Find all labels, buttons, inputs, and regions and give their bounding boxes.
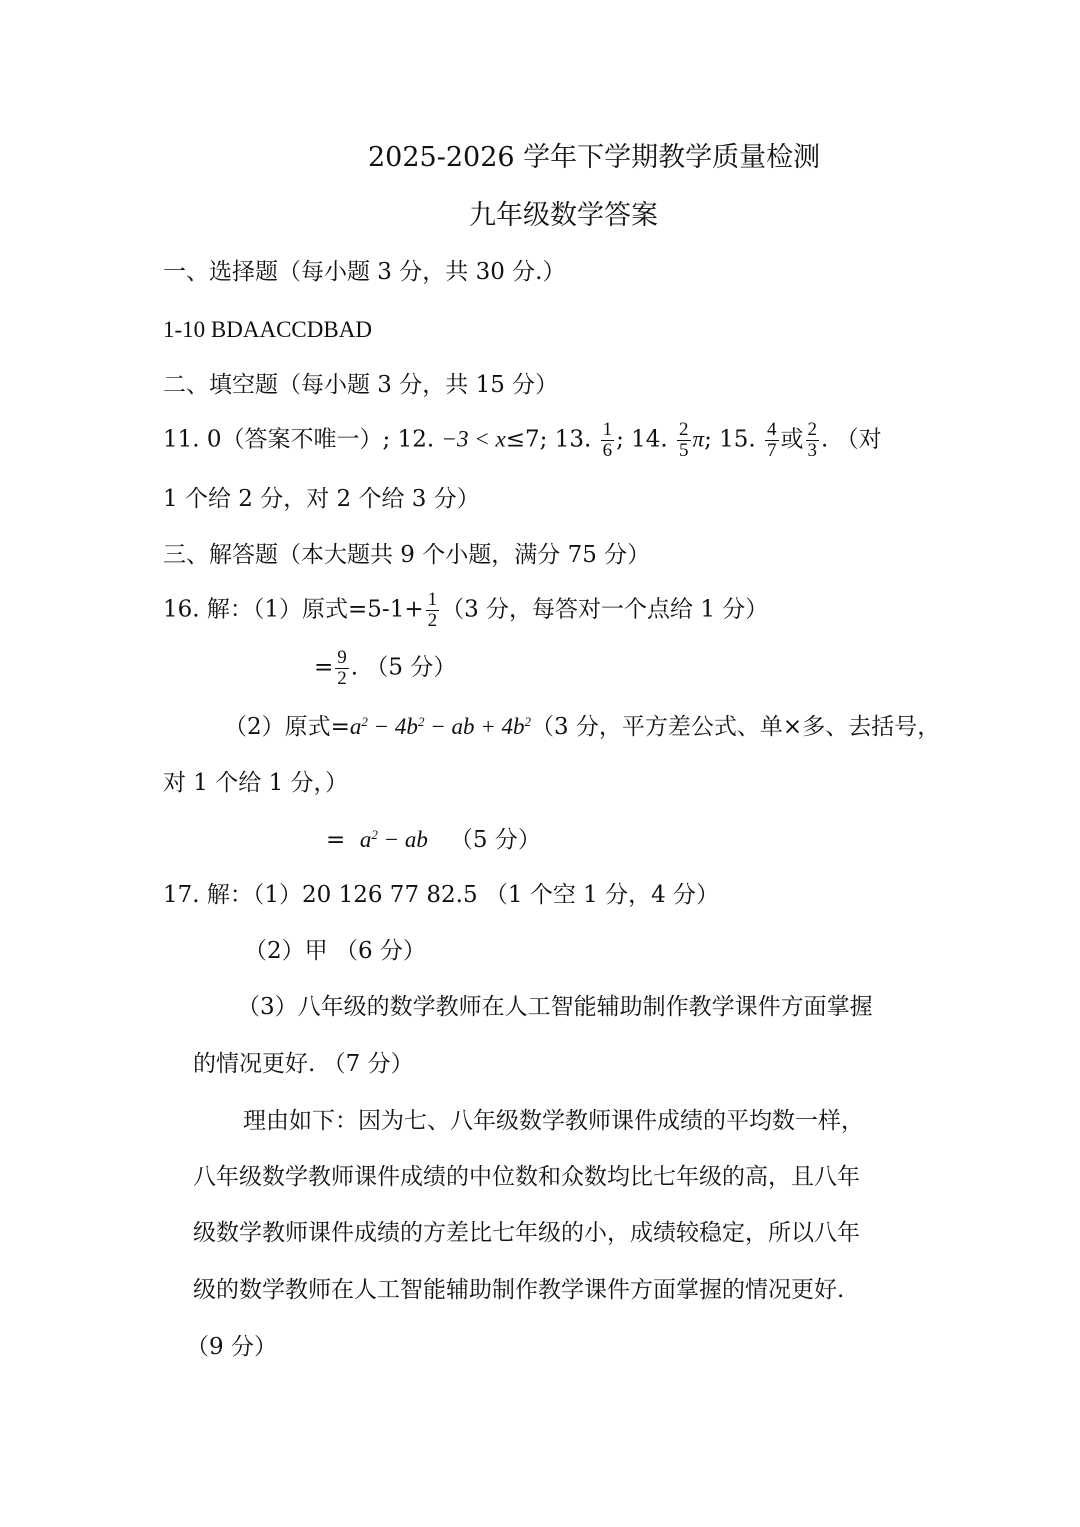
- q17-reason-line1: 理由如下：因为七、八年级数学教师课件成绩的平均数一样，: [243, 1108, 864, 1134]
- q15-tail: . （对: [821, 426, 882, 453]
- q15-fraction-2: $\frac{2}{3}$: [807, 419, 818, 461]
- section1-answers: 1-10 BDAACCDBAD: [163, 317, 372, 342]
- q16-result-note: . （5 分）: [350, 654, 457, 681]
- q17-reason-line5: （9 分）: [186, 1334, 277, 1360]
- doc-title: 2025-2026 学年下学期教学质量检测: [368, 142, 821, 173]
- q17-part2: （2）甲 （6 分）: [244, 938, 426, 964]
- q17-part3-line1: （3）八年级的数学教师在人工智能辅助制作教学课件方面掌握: [237, 994, 873, 1020]
- q15-label: ; 15.: [704, 426, 756, 453]
- q16-part2: [224, 713, 940, 742]
- q16-part2-result-note: （5 分）: [449, 827, 541, 853]
- q16-part2-result-expression: $a^2$ − ab: [359, 827, 428, 852]
- q15-or: 或: [780, 426, 804, 453]
- q16-part1: [163, 590, 768, 631]
- q14-fraction: $\frac{2}{5}$: [679, 419, 689, 461]
- q14-pi: π: [692, 426, 705, 452]
- q16-part1-result: [314, 648, 456, 689]
- q13-fraction: $\frac{1}{6}$: [602, 419, 613, 461]
- equals-sign: =: [326, 827, 346, 853]
- q17-part1: 17. 解：（1）20 126 77 82.5 （1 个空 1 分，4 分）: [163, 882, 720, 908]
- q11-answer: 11. 0（答案不唯一）; 12.: [163, 426, 435, 453]
- section1-heading: 一、选择题（每小题 3 分，共 30 分.）: [163, 259, 566, 285]
- q14-label: ; 14.: [616, 426, 668, 453]
- section3-heading: 三、解答题（本大题共 9 个小题，满分 75 分）: [163, 542, 651, 568]
- q17-reason-line2: 八年级数学教师课件成绩的中位数和众数均比七年级的高，且八年: [193, 1164, 860, 1190]
- q16-part1-note: （3 分，每答对一个点给 1 分）: [441, 596, 769, 623]
- q16-part2-result: [326, 826, 541, 855]
- q16-part2-expression: $a^2 - 4b^2$ − ab + $4b^2$: [349, 714, 531, 739]
- doc-subtitle: 九年级数学答案: [469, 200, 658, 231]
- q16-part2-label: （2）原式=: [224, 714, 350, 740]
- q12-expression: −3 < x: [441, 426, 506, 452]
- q17-reason-line4: 级的数学教师在人工智能辅助制作教学课件方面掌握的情况更好.: [193, 1277, 845, 1303]
- q12-tail: ≤7; 13.: [505, 426, 592, 453]
- q17-part3-line2: 的情况更好. （7 分）: [193, 1051, 414, 1077]
- q16-part2-note2: 对 1 个给 1 分，）: [163, 770, 349, 796]
- section2-note: 1 个给 2 分，对 2 个给 3 分）: [163, 486, 480, 512]
- q15-fraction-1: $\frac{4}{7}$: [767, 419, 777, 461]
- q17-reason-line3: 级数学教师课件成绩的方差比七年级的小，成绩较稳定，所以八年: [193, 1220, 860, 1246]
- equals-sign: =: [314, 654, 334, 681]
- q16-result-fraction: $\frac{9}{2}$: [337, 647, 347, 689]
- fill-in-answers: [163, 420, 882, 461]
- q16-part1-fraction: $\frac{1}{2}$: [427, 589, 438, 631]
- q16-part1-label: 16. 解：（1）原式=5-1+: [163, 596, 424, 623]
- section2-heading: 二、填空题（每小题 3 分，共 15 分）: [163, 372, 559, 398]
- q16-part2-note: （3 分，平方差公式、单×多、去括号，: [530, 714, 941, 740]
